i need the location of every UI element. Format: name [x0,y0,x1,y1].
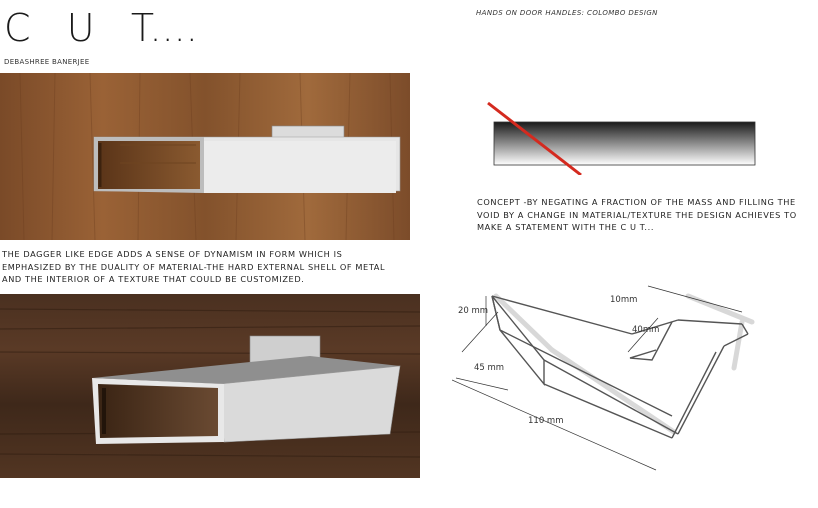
dimension-drawing [452,282,782,474]
dim-40mm: 40mm [632,325,660,335]
dim-45mm: 45 mm [474,363,505,373]
concept-text: CONCEPT -BY NEGATING A FRACTION OF THE MASS AND FILLING THE VOID BY A CHANGE IN MATERIAL/TEXTURE THE DESIGN ACHIEVES TO MAKE A STATEMENT WITH THE C U T... [477,197,797,232]
description-text: THE DAGGER LIKE EDGE ADDS A SENSE OF DYNAMISM IN FORM WHICH IS EMPHASIZED BY THE DUALITY OF MATERIAL-THE HARD EXTERNAL SHELL OF METAL AND THE INTERIOR OF A TEXTURE THAT COULD BE CUSTOMIZED. [2,249,386,284]
page-title: C U T.... [4,6,198,50]
dim-110mm: 110 mm [528,416,564,426]
render-top-image [0,73,410,240]
author-name: DEBASHREE BANERJEE [4,58,90,66]
render-bottom-image [0,294,420,478]
dim-20mm: 20 mm [458,306,489,316]
section-header: HANDS ON DOOR HANDLES: COLOMBO DESIGN [476,9,658,17]
concept-sketch [485,100,765,175]
dim-10mm: 10mm [610,295,638,305]
